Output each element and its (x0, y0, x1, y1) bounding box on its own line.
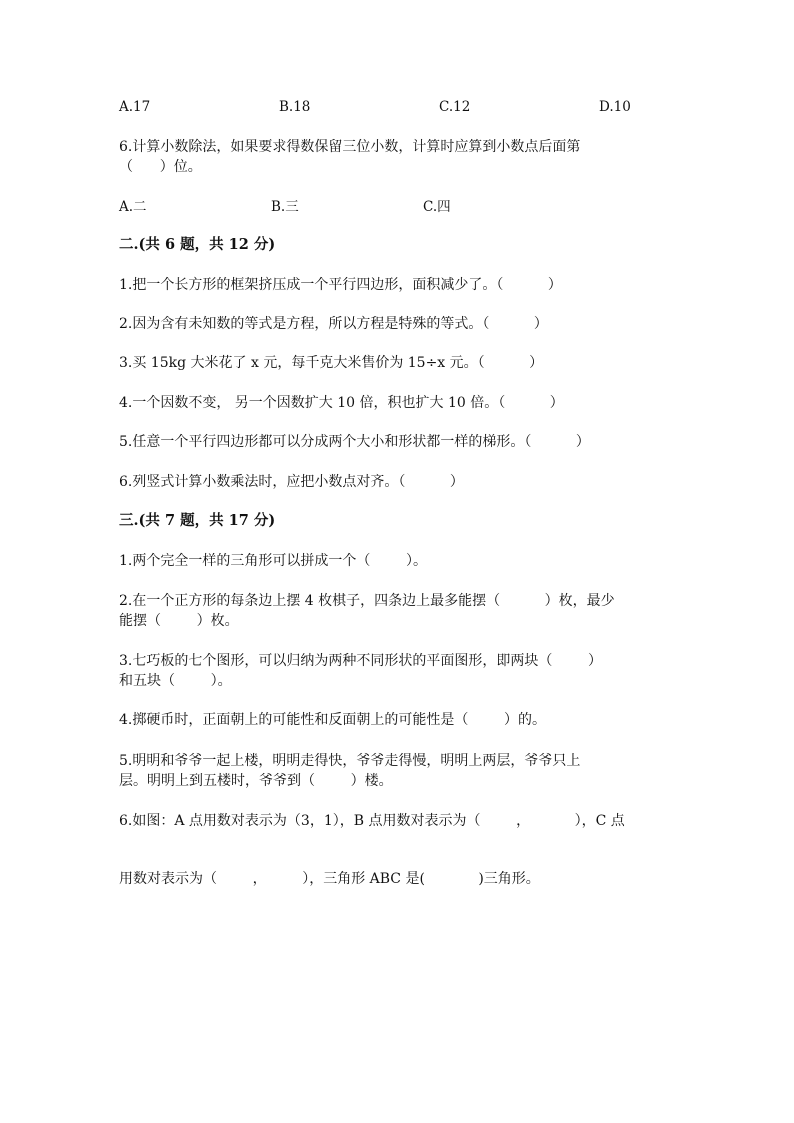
q6-option-a: A.二 (119, 199, 147, 215)
section2-item-2: 2.因为含有未知数的等式是方程，所以方程是特殊的等式。（ ） (119, 316, 548, 332)
section2-title: 二.(共 6 题，共 12 分) (119, 236, 276, 253)
section2-item-3: 3.买 15kg 大米花了 x 元，每千克大米售价为 15÷x 元。（ ） (119, 355, 544, 371)
section3-q3-line1: 3.七巧板的七个图形，可以归纳为两种不同形状的平面图形，即两块（ ） (119, 653, 602, 669)
section2-item-1: 1.把一个长方形的框架挤压成一个平行四边形，面积减少了。（ ） (119, 277, 562, 293)
q5-option-a: A.17 (119, 99, 151, 115)
section3-q2-line1: 2.在一个正方形的每条边上摆 4 枚棋子，四条边上最多能摆（ ）枚，最少 (119, 593, 615, 609)
section3-title: 三.(共 7 题，共 17 分) (119, 512, 276, 529)
q6-option-c: C.四 (423, 199, 451, 215)
section3-q3-line2: 和五块（ ）。 (119, 673, 232, 689)
section3-q6-line1: 6.如图：A 点用数对表示为（3，1），B 点用数对表示为（ ， ），C 点 (119, 813, 625, 829)
section3-q1: 1.两个完全一样的三角形可以拼成一个（ ）。 (119, 553, 427, 569)
section3-q6-line2: 用数对表示为（ ， ），三角形 ABC 是( )三角形。 (119, 871, 540, 887)
section3-q5-line2: 层。明明上到五楼时，爷爷到（ ）楼。 (119, 773, 393, 789)
q5-option-c: C.12 (439, 99, 471, 115)
section2-item-4: 4.一个因数不变， 另一个因数扩大 10 倍，积也扩大 10 倍。（ ） (119, 395, 564, 411)
q6-text-line2: （ ）位。 (119, 159, 202, 175)
q5-option-d: D.10 (599, 99, 631, 115)
section3-q5-line1: 5.明明和爷爷一起上楼，明明走得快，爷爷走得慢，明明上两层，爷爷只上 (119, 753, 581, 769)
q6-option-b: B.三 (271, 199, 299, 215)
q6-text-line1: 6.计算小数除法，如果要求得数保留三位小数，计算时应算到小数点后面第 (119, 139, 581, 155)
section2-item-5: 5.任意一个平行四边形都可以分成两个大小和形状都一样的梯形。（ ） (119, 434, 590, 450)
q5-option-b: B.18 (279, 99, 311, 115)
section3-q4: 4.掷硬币时，正面朝上的可能性和反面朝上的可能性是（ ）的。 (119, 712, 546, 728)
section2-item-6: 6.列竖式计算小数乘法时，应把小数点对齐。（ ） (119, 474, 464, 490)
section3-q2-line2: 能摆（ ）枚。 (119, 613, 239, 629)
